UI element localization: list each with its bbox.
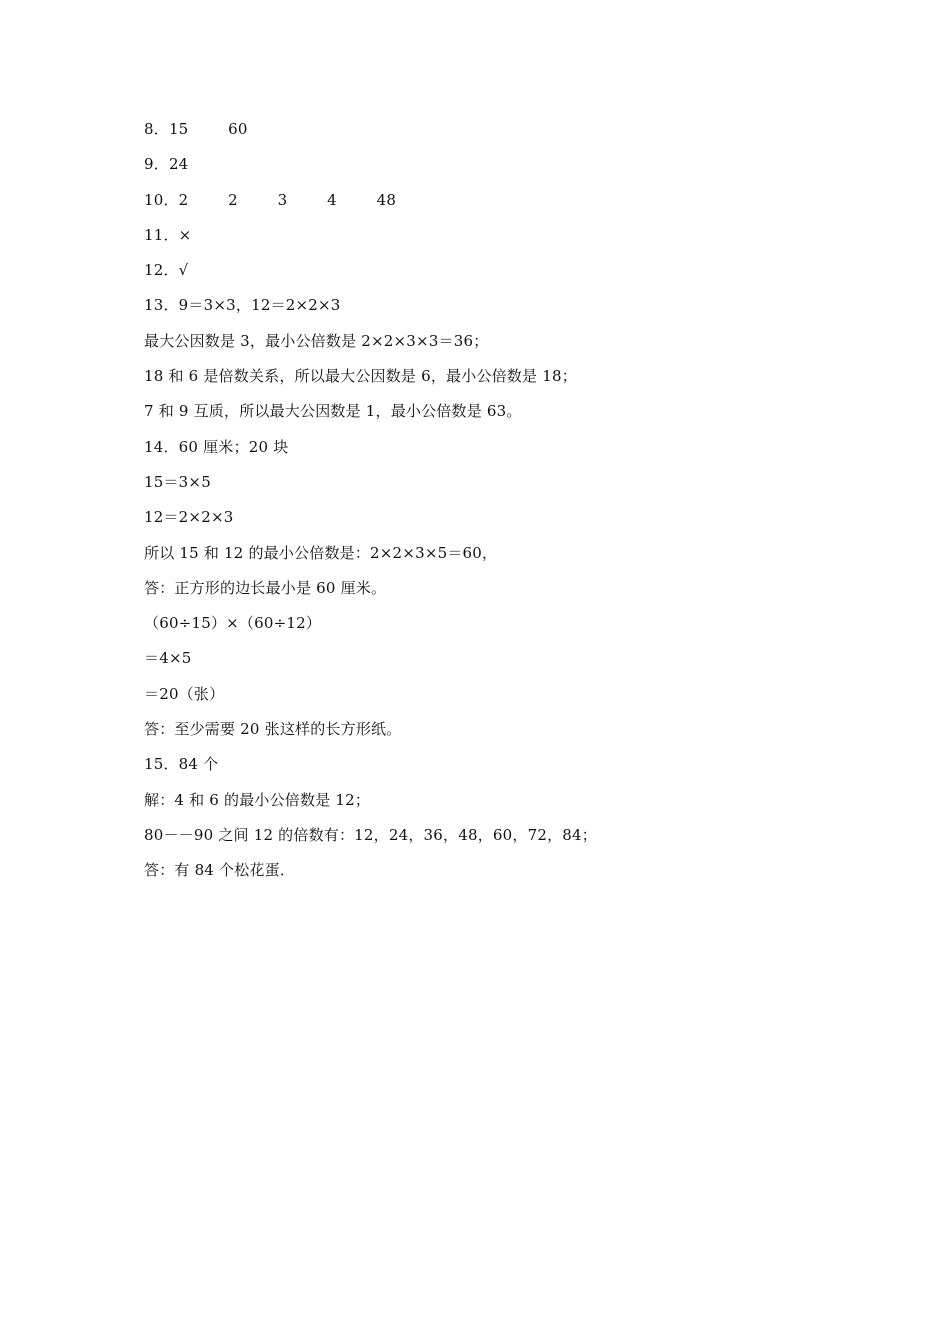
answer-line-13-gcd-lcm-3: 7 和 9 互质，所以最大公因数是 1，最小公倍数是 63。	[144, 402, 522, 421]
answer-line-14-calc-3: ＝20（张）	[144, 684, 225, 703]
answer-line-15-answer: 答：有 84 个松花蛋．	[144, 861, 296, 880]
answer-line-14-calc-2: ＝4×5	[144, 649, 192, 668]
answer-line-13: 13．9＝3×3，12＝2×2×3	[144, 296, 341, 315]
answer-line-14-square-answer: 答：正方形的边长最小是 60 厘米。	[144, 578, 387, 597]
answer-line-8: 8．15 60	[144, 120, 248, 138]
answer-line-14-factor-12: 12＝2×2×3	[144, 508, 234, 527]
answer-line-14-sheet-answer: 答：至少需要 20 张这样的长方形纸。	[144, 720, 402, 739]
answer-line-12: 12．√	[144, 261, 189, 280]
answer-line-14-factor-15: 15＝3×5	[144, 472, 211, 491]
answer-line-14-calc-1: （60÷15）×（60÷12）	[144, 614, 322, 633]
answer-line-10: 10．2 2 3 4 48	[144, 190, 397, 209]
answer-line-13-gcd-lcm-2: 18 和 6 是倍数关系，所以最大公因数是 6，最小公倍数是 18；	[144, 367, 577, 386]
answer-line-15-multiples: 80－－90 之间 12 的倍数有：12，24，36，48，60，72，84；	[144, 825, 597, 844]
answer-line-14: 14．60 厘米；20 块	[144, 437, 289, 456]
answer-line-9: 9．24	[144, 155, 189, 174]
answer-content	[144, 114, 844, 891]
answer-line-15-solution: 解：4 和 6 的最小公倍数是 12；	[144, 790, 371, 809]
answer-line-11: 11．×	[144, 225, 192, 244]
answer-line-14-lcm: 所以 15 和 12 的最小公倍数是：2×2×3×5＝60，	[144, 543, 498, 562]
answer-line-13-gcd-lcm-1: 最大公因数是 3，最小公倍数是 2×2×3×3＝36；	[144, 331, 489, 350]
answer-line-15: 15．84 个	[144, 755, 219, 774]
